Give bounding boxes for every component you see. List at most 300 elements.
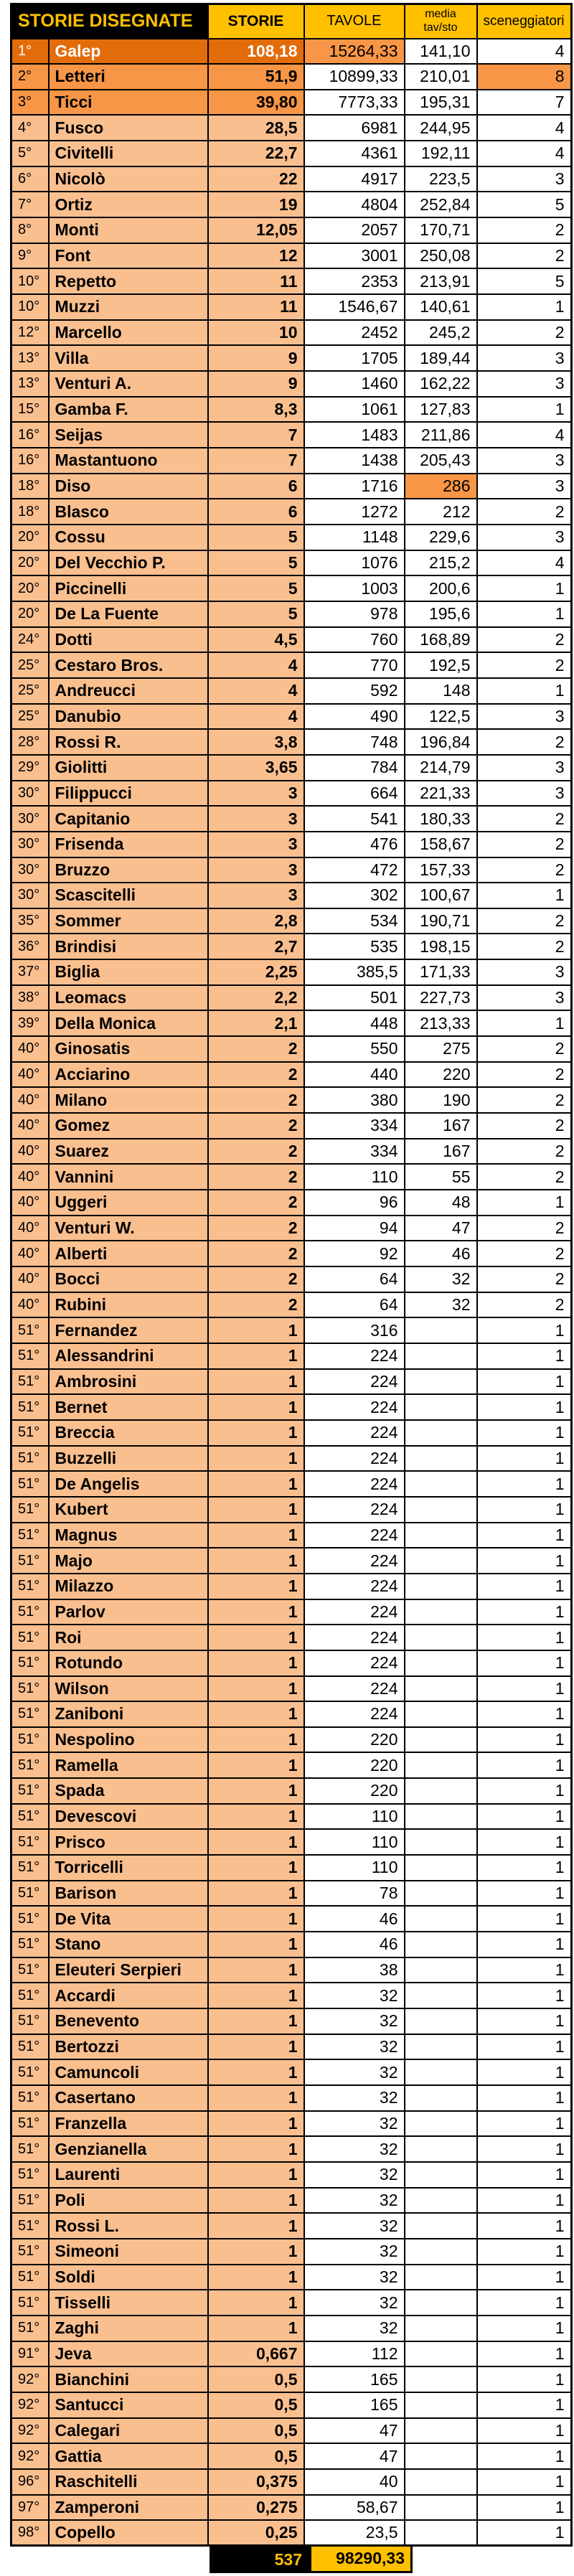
rank-cell: 51°	[11, 2008, 49, 2034]
media-cell	[405, 1932, 477, 1957]
tavole-cell: 32	[304, 1983, 405, 2008]
sceneggiatori-cell: 2	[477, 1062, 572, 1088]
storie-cell: 2	[208, 1292, 304, 1318]
rank-cell: 10°	[11, 294, 49, 320]
storie-cell: 1	[208, 1676, 304, 1702]
name-cell: Torricelli	[49, 1855, 208, 1881]
tavole-cell: 32	[304, 2008, 405, 2034]
rank-cell: 35°	[11, 908, 49, 934]
storie-cell: 10	[208, 320, 304, 346]
table-row	[11, 652, 572, 678]
rank-cell: 1°	[11, 39, 49, 65]
tavole-cell: 92	[304, 1241, 405, 1266]
sceneggiatori-cell: 1	[477, 2213, 572, 2239]
rank-cell: 51°	[11, 1829, 49, 1855]
table-row	[11, 2162, 572, 2188]
storie-cell: 3	[208, 883, 304, 908]
table-row	[11, 1650, 572, 1676]
storie-cell: 2,8	[208, 908, 304, 934]
rank-cell: 40°	[11, 1190, 49, 1216]
table-row	[11, 2520, 572, 2546]
storie-cell: 4	[208, 704, 304, 730]
tavole-cell: 32	[304, 2136, 405, 2162]
table-row	[11, 499, 572, 525]
storie-cell: 9	[208, 371, 304, 397]
storie-cell: 0,5	[208, 2392, 304, 2418]
tavole-cell: 94	[304, 1216, 405, 1241]
name-cell: Wilson	[49, 1676, 208, 1702]
name-cell: Gattia	[49, 2443, 208, 2469]
tavole-cell: 1716	[304, 474, 405, 499]
rank-cell: 51°	[11, 1625, 49, 1650]
media-cell: 162,22	[405, 371, 477, 397]
name-cell: Biglia	[49, 959, 208, 985]
name-cell: Letteri	[49, 64, 208, 90]
sceneggiatori-cell: 3	[477, 985, 572, 1011]
sceneggiatori-cell: 1	[477, 2239, 572, 2265]
total-storie: 537	[210, 2547, 309, 2573]
table-row	[11, 320, 572, 346]
rank-cell: 30°	[11, 806, 49, 832]
storie-cell: 1	[208, 1343, 304, 1369]
rank-cell: 51°	[11, 2059, 49, 2085]
sceneggiatori-cell: 3	[477, 371, 572, 397]
name-cell: Scascitelli	[49, 883, 208, 908]
storie-cell: 1	[208, 2008, 304, 2034]
table-row	[11, 678, 572, 704]
media-cell	[405, 2188, 477, 2214]
tavole-cell: 47	[304, 2443, 405, 2469]
rank-cell: 20°	[11, 601, 49, 627]
name-cell: Simeoni	[49, 2239, 208, 2265]
name-cell: Villa	[49, 345, 208, 371]
tavole-cell: 1438	[304, 448, 405, 474]
media-cell: 210,01	[405, 64, 477, 90]
media-cell: 192,5	[405, 652, 477, 678]
media-cell: 141,10	[405, 39, 477, 65]
header-media-line1: media	[425, 8, 456, 21]
sceneggiatori-cell: 1	[477, 575, 572, 601]
sceneggiatori-cell: 1	[477, 678, 572, 704]
rank-cell: 51°	[11, 1804, 49, 1830]
tavole-cell: 334	[304, 1139, 405, 1165]
table-row	[11, 1523, 572, 1548]
media-cell: 196,84	[405, 729, 477, 755]
sceneggiatori-cell: 3	[477, 959, 572, 985]
sceneggiatori-cell: 1	[477, 2443, 572, 2469]
sceneggiatori-cell: 5	[477, 268, 572, 294]
rank-cell: 25°	[11, 652, 49, 678]
media-cell	[405, 2469, 477, 2495]
name-cell: Andreucci	[49, 678, 208, 704]
storie-cell: 1	[208, 2162, 304, 2188]
storie-cell: 12,05	[208, 217, 304, 243]
name-cell: Cestaro Bros.	[49, 652, 208, 678]
rank-cell: 92°	[11, 2418, 49, 2444]
table-row	[11, 2239, 572, 2265]
sceneggiatori-cell: 2	[477, 832, 572, 857]
sceneggiatori-cell: 1	[477, 1701, 572, 1727]
table-row	[11, 627, 572, 653]
tavole-cell: 784	[304, 755, 405, 781]
sceneggiatori-cell: 1	[477, 1190, 572, 1216]
storie-cell: 0,5	[208, 2418, 304, 2444]
media-cell	[405, 1394, 477, 1420]
header-sceneggiatori: sceneggiatori	[477, 4, 572, 39]
name-cell: Roi	[49, 1625, 208, 1650]
sceneggiatori-cell: 8	[477, 64, 572, 90]
storie-cell: 1	[208, 1394, 304, 1420]
rank-cell: 51°	[11, 1471, 49, 1497]
tavole-cell: 32	[304, 2034, 405, 2060]
storie-cell: 1	[208, 1752, 304, 1778]
media-cell: 127,83	[405, 397, 477, 423]
table-row	[11, 2341, 572, 2367]
table-row	[11, 64, 572, 90]
table-row	[11, 2213, 572, 2239]
table-row	[11, 1599, 572, 1625]
tavole-cell: 224	[304, 1420, 405, 1446]
sceneggiatori-cell: 1	[477, 2265, 572, 2290]
rank-cell: 8°	[11, 217, 49, 243]
storie-cell: 1	[208, 2239, 304, 2265]
rank-cell: 51°	[11, 1932, 49, 1957]
sceneggiatori-cell: 1	[477, 397, 572, 423]
sceneggiatori-cell: 1	[477, 1625, 572, 1650]
media-cell	[405, 2034, 477, 2060]
sceneggiatori-cell: 1	[477, 1420, 572, 1446]
media-cell: 46	[405, 1241, 477, 1266]
rank-cell: 51°	[11, 1881, 49, 1907]
tavole-cell: 316	[304, 1317, 405, 1343]
name-cell: Della Monica	[49, 1010, 208, 1036]
table-row	[11, 1497, 572, 1523]
table-row	[11, 268, 572, 294]
tavole-cell: 760	[304, 627, 405, 653]
tavole-cell: 380	[304, 1087, 405, 1113]
storie-cell: 1	[208, 2316, 304, 2341]
name-cell: Danubio	[49, 704, 208, 730]
table-row	[11, 832, 572, 857]
rank-cell: 25°	[11, 704, 49, 730]
rank-cell: 13°	[11, 345, 49, 371]
tavole-cell: 490	[304, 704, 405, 730]
sceneggiatori-cell: 1	[477, 883, 572, 908]
name-cell: Ortiz	[49, 192, 208, 217]
table-row	[11, 1062, 572, 1088]
name-cell: Brindisi	[49, 934, 208, 959]
media-cell: 205,43	[405, 448, 477, 474]
rank-cell: 51°	[11, 1727, 49, 1753]
tavole-cell: 2057	[304, 217, 405, 243]
sceneggiatori-cell: 1	[477, 1804, 572, 1830]
table-row	[11, 2059, 572, 2085]
tavole-cell: 165	[304, 2366, 405, 2392]
storie-cell: 6	[208, 499, 304, 525]
media-cell	[405, 1829, 477, 1855]
table-row	[11, 1727, 572, 1753]
storie-cell: 1	[208, 1829, 304, 1855]
media-cell: 229,6	[405, 525, 477, 550]
sceneggiatori-cell: 3	[477, 525, 572, 550]
sceneggiatori-cell: 3	[477, 755, 572, 781]
sceneggiatori-cell: 1	[477, 1317, 572, 1343]
sceneggiatori-cell: 2	[477, 499, 572, 525]
name-cell: Tisselli	[49, 2290, 208, 2316]
rank-cell: 40°	[11, 1164, 49, 1190]
name-cell: Bocci	[49, 1266, 208, 1292]
name-cell: Frisenda	[49, 832, 208, 857]
storie-cell: 1	[208, 1471, 304, 1497]
media-cell	[405, 1957, 477, 1983]
rank-cell: 30°	[11, 857, 49, 883]
table-row	[11, 1190, 572, 1216]
table-row	[11, 1829, 572, 1855]
sceneggiatori-cell: 1	[477, 1574, 572, 1599]
name-cell: Piccinelli	[49, 575, 208, 601]
table-row	[11, 2290, 572, 2316]
sceneggiatori-cell: 7	[477, 90, 572, 116]
table-row	[11, 1932, 572, 1957]
storie-cell: 6	[208, 474, 304, 499]
sceneggiatori-cell: 1	[477, 2059, 572, 2085]
sceneggiatori-cell: 1	[477, 1010, 572, 1036]
sceneggiatori-cell: 3	[477, 474, 572, 499]
table-row	[11, 959, 572, 985]
media-cell: 215,2	[405, 550, 477, 576]
sceneggiatori-cell: 1	[477, 1394, 572, 1420]
tavole-cell: 220	[304, 1727, 405, 1753]
rank-cell: 40°	[11, 1241, 49, 1266]
sceneggiatori-cell: 1	[477, 1676, 572, 1702]
name-cell: Diso	[49, 474, 208, 499]
name-cell: Rossi L.	[49, 2213, 208, 2239]
sceneggiatori-cell: 2	[477, 1087, 572, 1113]
tavole-cell: 224	[304, 1497, 405, 1523]
tavole-cell: 46	[304, 1906, 405, 1932]
tavole-cell: 32	[304, 2059, 405, 2085]
rank-cell: 25°	[11, 678, 49, 704]
name-cell: Font	[49, 243, 208, 269]
sceneggiatori-cell: 2	[477, 320, 572, 346]
table-row	[11, 397, 572, 423]
name-cell: Eleuteri Serpieri	[49, 1957, 208, 1983]
table-row	[11, 1906, 572, 1932]
tavole-cell: 224	[304, 1394, 405, 1420]
rank-cell: 92°	[11, 2443, 49, 2469]
name-cell: Gamba F.	[49, 397, 208, 423]
tavole-cell: 112	[304, 2341, 405, 2367]
storie-cell: 22,7	[208, 141, 304, 166]
rank-cell: 37°	[11, 959, 49, 985]
storie-cell: 0,5	[208, 2443, 304, 2469]
rank-cell: 20°	[11, 525, 49, 550]
media-cell: 148	[405, 678, 477, 704]
media-cell	[405, 2111, 477, 2137]
tavole-cell: 664	[304, 781, 405, 807]
storie-cell: 2,7	[208, 934, 304, 959]
name-cell: Cossu	[49, 525, 208, 550]
name-cell: Majo	[49, 1548, 208, 1574]
tavole-cell: 385,5	[304, 959, 405, 985]
table-row	[11, 1881, 572, 1907]
table-row	[11, 1574, 572, 1599]
name-cell: Bianchini	[49, 2366, 208, 2392]
sceneggiatori-cell: 2	[477, 1113, 572, 1139]
sceneggiatori-cell: 1	[477, 1932, 572, 1957]
name-cell: Raschitelli	[49, 2469, 208, 2495]
media-cell	[405, 1650, 477, 1676]
storie-cell: 1	[208, 2059, 304, 2085]
storie-cell: 1	[208, 1369, 304, 1395]
tavole-cell: 440	[304, 1062, 405, 1088]
media-cell: 245,2	[405, 320, 477, 346]
media-cell	[405, 1446, 477, 1472]
name-cell: Gomez	[49, 1113, 208, 1139]
rank-cell: 30°	[11, 883, 49, 908]
tavole-cell: 302	[304, 883, 405, 908]
table-row	[11, 2111, 572, 2137]
media-cell: 212	[405, 499, 477, 525]
tavole-cell: 32	[304, 2213, 405, 2239]
table-row	[11, 857, 572, 883]
media-cell	[405, 2341, 477, 2367]
media-cell	[405, 1804, 477, 1830]
table-row	[11, 371, 572, 397]
rank-cell: 97°	[11, 2495, 49, 2521]
tavole-cell: 32	[304, 2162, 405, 2188]
table-row	[11, 1292, 572, 1318]
table-row	[11, 1548, 572, 1574]
rank-cell: 91°	[11, 2341, 49, 2367]
sceneggiatori-cell: 2	[477, 1216, 572, 1241]
media-cell	[405, 2418, 477, 2444]
media-cell: 140,61	[405, 294, 477, 320]
tavole-cell: 15264,33	[304, 39, 405, 65]
rank-cell: 51°	[11, 1701, 49, 1727]
tavole-cell: 1148	[304, 525, 405, 550]
rank-cell: 30°	[11, 781, 49, 807]
tavole-cell: 472	[304, 857, 405, 883]
rank-cell: 51°	[11, 1420, 49, 1446]
rank-cell: 51°	[11, 1497, 49, 1523]
storie-cell: 8,3	[208, 397, 304, 423]
table-row	[11, 1113, 572, 1139]
name-cell: Rubini	[49, 1292, 208, 1318]
media-cell	[405, 2136, 477, 2162]
media-cell: 55	[405, 1164, 477, 1190]
sceneggiatori-cell: 1	[477, 1369, 572, 1395]
table-row	[11, 1983, 572, 2008]
name-cell: Alessandrini	[49, 1343, 208, 1369]
name-cell: Milano	[49, 1087, 208, 1113]
sceneggiatori-cell: 1	[477, 2366, 572, 2392]
table-row	[11, 448, 572, 474]
storie-cell: 4	[208, 652, 304, 678]
table-row	[11, 985, 572, 1011]
table-row	[11, 2418, 572, 2444]
name-cell: Ambrosini	[49, 1369, 208, 1395]
table-row	[11, 192, 572, 217]
media-cell	[405, 2495, 477, 2521]
table-row	[11, 243, 572, 269]
media-cell: 223,5	[405, 166, 477, 192]
name-cell: Vannini	[49, 1164, 208, 1190]
rank-cell: 51°	[11, 2290, 49, 2316]
sceneggiatori-cell: 1	[477, 1855, 572, 1881]
storie-cell: 2	[208, 1087, 304, 1113]
media-cell	[405, 1497, 477, 1523]
sceneggiatori-cell: 1	[477, 2418, 572, 2444]
sceneggiatori-cell: 1	[477, 2111, 572, 2137]
table-row	[11, 908, 572, 934]
table-row	[11, 2316, 572, 2341]
table-row	[11, 422, 572, 448]
sceneggiatori-cell: 3	[477, 448, 572, 474]
table-row	[11, 2136, 572, 2162]
table-row	[11, 166, 572, 192]
table-body	[11, 39, 572, 2546]
media-cell: 252,84	[405, 192, 477, 217]
media-cell	[405, 1420, 477, 1446]
tavole-cell: 2353	[304, 268, 405, 294]
tavole-cell: 541	[304, 806, 405, 832]
name-cell: Uggeri	[49, 1190, 208, 1216]
storie-cell: 4,5	[208, 627, 304, 653]
rank-cell: 40°	[11, 1087, 49, 1113]
storie-cell: 1	[208, 1881, 304, 1907]
table-row	[11, 1369, 572, 1395]
sceneggiatori-cell: 1	[477, 2188, 572, 2214]
storie-cell: 7	[208, 422, 304, 448]
rank-cell: 6°	[11, 166, 49, 192]
name-cell: Rossi R.	[49, 729, 208, 755]
media-cell	[405, 1701, 477, 1727]
storie-cell: 1	[208, 1650, 304, 1676]
rank-cell: 51°	[11, 1446, 49, 1472]
rank-cell: 51°	[11, 1855, 49, 1881]
sceneggiatori-cell: 1	[477, 294, 572, 320]
total-tavole: 98290,33	[309, 2547, 413, 2573]
media-cell	[405, 1855, 477, 1881]
storie-cell: 11	[208, 268, 304, 294]
tavole-cell: 224	[304, 1625, 405, 1650]
media-cell	[405, 2162, 477, 2188]
rank-cell: 40°	[11, 1292, 49, 1318]
media-cell: 244,95	[405, 115, 477, 141]
sceneggiatori-cell: 2	[477, 1164, 572, 1190]
storie-cell: 108,18	[208, 39, 304, 65]
sceneggiatori-cell: 1	[477, 1881, 572, 1907]
storie-cell: 2	[208, 1266, 304, 1292]
storie-cell: 3	[208, 832, 304, 857]
table-row	[11, 2366, 572, 2392]
tavole-cell: 10899,33	[304, 64, 405, 90]
tavole-cell: 978	[304, 601, 405, 627]
rank-cell: 51°	[11, 2316, 49, 2341]
sceneggiatori-cell: 2	[477, 1139, 572, 1165]
table-row	[11, 115, 572, 141]
media-cell: 32	[405, 1292, 477, 1318]
tavole-cell: 1061	[304, 397, 405, 423]
sceneggiatori-cell: 2	[477, 857, 572, 883]
name-cell: Mastantuono	[49, 448, 208, 474]
tavole-cell: 1483	[304, 422, 405, 448]
table-row	[11, 729, 572, 755]
rank-cell: 13°	[11, 371, 49, 397]
sceneggiatori-cell: 1	[477, 2085, 572, 2111]
rank-cell: 51°	[11, 1574, 49, 1599]
